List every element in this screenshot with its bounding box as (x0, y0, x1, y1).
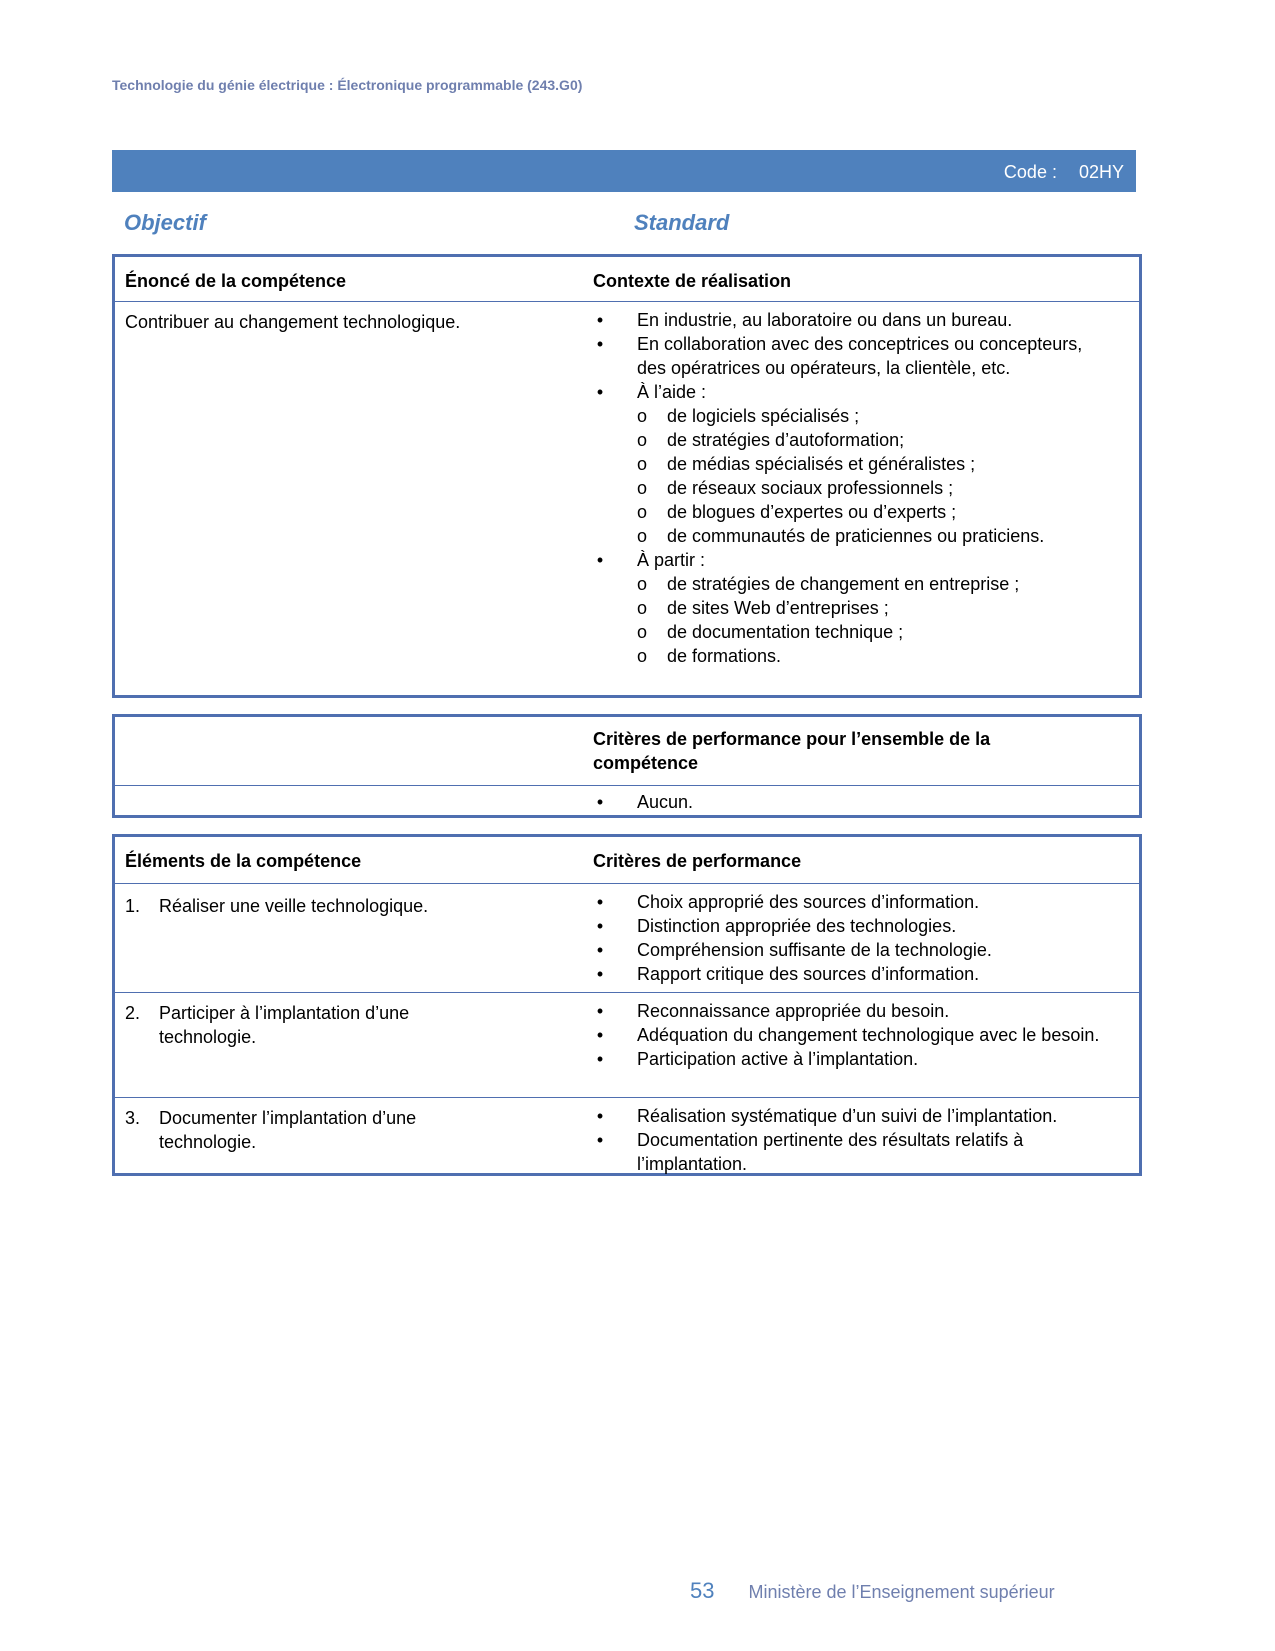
ensemble-body-row (115, 785, 1139, 816)
context-subitem (593, 620, 1113, 644)
context-subitem-text: de sites Web d’entreprises ; (667, 598, 889, 618)
bullet-icon: • (596, 792, 604, 812)
circle-bullet-icon: o (637, 502, 648, 522)
criteria-item-text: Rapport critique des sources d’information. (637, 964, 980, 984)
context-subitem (593, 404, 1113, 428)
context-item (593, 548, 1113, 572)
context-item-text: En industrie, au laboratoire ou dans un bureau. (637, 310, 1013, 330)
context-list (593, 308, 1113, 668)
elements-table (112, 834, 1142, 1176)
context-subitem (593, 596, 1113, 620)
context-subitem-text: de logiciels spécialisés ; (667, 406, 860, 426)
element-text: Participer à l’implantation d’une technologie. (159, 1003, 410, 1047)
criteria-item (593, 999, 1113, 1023)
ensemble-header: Critères de performance pour l’ensemble de la compétence (593, 729, 991, 773)
criteria-item-text: Documentation pertinente des résultats relatifs à l’implantation. (637, 1130, 1024, 1174)
criteria-item (593, 914, 1113, 938)
element-row-2 (115, 992, 1139, 1097)
criteria-item (593, 1023, 1113, 1047)
heading-standard: Standard (634, 210, 730, 235)
elements-header-row (115, 837, 1139, 883)
circle-bullet-icon: o (637, 454, 648, 474)
criteria-item (593, 938, 1113, 962)
criteria-item (593, 890, 1113, 914)
elements-header: Éléments de la compétence (125, 851, 362, 871)
element-number: 1. (125, 896, 141, 916)
page-number: 53 (690, 1578, 715, 1603)
bullet-icon: • (596, 1130, 604, 1150)
context-item-text: À l’aide : (637, 382, 707, 402)
code-label-text: Code : (1003, 162, 1057, 182)
ensemble-item-text: Aucun. (637, 792, 694, 812)
element-row-1 (115, 883, 1139, 992)
circle-bullet-icon: o (637, 646, 648, 666)
context-subitem (593, 452, 1113, 476)
context-subitem (593, 644, 1113, 668)
criteria-header: Critères de performance (593, 851, 802, 871)
element-1 (125, 894, 565, 918)
context-subitem (593, 476, 1113, 500)
bullet-icon: • (596, 1049, 604, 1069)
context-subitem (593, 524, 1113, 548)
bullet-icon: • (596, 964, 604, 984)
criteria-item (593, 1128, 1113, 1176)
bullet-icon: • (596, 382, 604, 402)
competence-statement: Contribuer au changement technologique. (125, 312, 461, 332)
context-subitem-text: de blogues d’expertes ou d’experts ; (667, 502, 957, 522)
bullet-icon: • (596, 892, 604, 912)
criteria-item (593, 1104, 1113, 1128)
criteria-list-3 (593, 1104, 1113, 1176)
ensemble-table (112, 714, 1142, 818)
context-item (593, 380, 1113, 404)
context-item-text: En collaboration avec des conceptrices ou concepteurs, des opératrices ou opérateurs, la clientèle, etc. (637, 334, 1083, 378)
bullet-icon: • (596, 1106, 604, 1126)
bullet-icon: • (596, 310, 604, 330)
criteria-list-1 (593, 890, 1113, 986)
ministry-name: Ministère de l’Enseignement supérieur (748, 1582, 1055, 1602)
criteria-item-text: Choix approprié des sources d’information. (637, 892, 980, 912)
context-item (593, 332, 1113, 380)
criteria-item-text: Reconnaissance appropriée du besoin. (637, 1001, 950, 1021)
circle-bullet-icon: o (637, 574, 648, 594)
context-subitem-text: de stratégies d’autoformation; (667, 430, 905, 450)
bullet-icon: • (596, 1001, 604, 1021)
context-item-text: À partir : (637, 550, 706, 570)
element-text: Documenter l’implantation d’une technologie. (159, 1108, 417, 1152)
circle-bullet-icon: o (637, 526, 648, 546)
criteria-item-text: Adéquation du changement technologique avec le besoin. (637, 1025, 1100, 1045)
running-head: Technologie du génie électrique : Électronique programmable (243.G0) (112, 77, 583, 93)
context-subitem (593, 572, 1113, 596)
footer (690, 1578, 1055, 1604)
criteria-item (593, 1047, 1113, 1071)
bullet-icon: • (596, 916, 604, 936)
circle-bullet-icon: o (637, 622, 648, 642)
enonce-header-row (115, 257, 1139, 301)
context-subitem-text: de formations. (667, 646, 782, 666)
context-subitem-text: de documentation technique ; (667, 622, 904, 642)
context-header: Contexte de réalisation (593, 271, 792, 291)
circle-bullet-icon: o (637, 598, 648, 618)
code-bar (112, 150, 1136, 192)
ensemble-item (593, 790, 1113, 814)
heading-objectif: Objectif (124, 210, 206, 235)
criteria-list-2 (593, 999, 1113, 1071)
context-subitem (593, 428, 1113, 452)
element-3 (125, 1106, 455, 1154)
context-subitem-text: de communautés de praticiennes ou praticiens. (667, 526, 1045, 546)
criteria-item-text: Distinction appropriée des technologies. (637, 916, 957, 936)
circle-bullet-icon: o (637, 478, 648, 498)
element-text: Réaliser une veille technologique. (159, 896, 429, 916)
section-headings (124, 210, 1124, 238)
bullet-icon: • (596, 334, 604, 354)
code-label (1004, 162, 1124, 183)
ensemble-header-row (115, 717, 1139, 785)
context-subitem-text: de médias spécialisés et généralistes ; (667, 454, 976, 474)
element-number: 2. (125, 1003, 141, 1023)
enonce-table (112, 254, 1142, 698)
bullet-icon: • (596, 940, 604, 960)
context-item (593, 308, 1113, 332)
context-subitem (593, 500, 1113, 524)
element-2 (125, 1001, 455, 1049)
criteria-item-text: Réalisation systématique d’un suivi de l’implantation. (637, 1106, 1058, 1126)
circle-bullet-icon: o (637, 406, 648, 426)
criteria-item (593, 962, 1113, 986)
circle-bullet-icon: o (637, 430, 648, 450)
criteria-item-text: Participation active à l’implantation. (637, 1049, 919, 1069)
bullet-icon: • (596, 550, 604, 570)
context-subitem-text: de stratégies de changement en entreprise ; (667, 574, 1020, 594)
element-number: 3. (125, 1108, 141, 1128)
bullet-icon: • (596, 1025, 604, 1045)
ensemble-list (593, 790, 1113, 814)
enonce-body-row (115, 301, 1139, 692)
element-row-3 (115, 1097, 1139, 1174)
enonce-header: Énoncé de la compétence (125, 271, 347, 291)
criteria-item-text: Compréhension suffisante de la technologie. (637, 940, 992, 960)
code-value: 02HY (1078, 162, 1124, 182)
context-subitem-text: de réseaux sociaux professionnels ; (667, 478, 954, 498)
